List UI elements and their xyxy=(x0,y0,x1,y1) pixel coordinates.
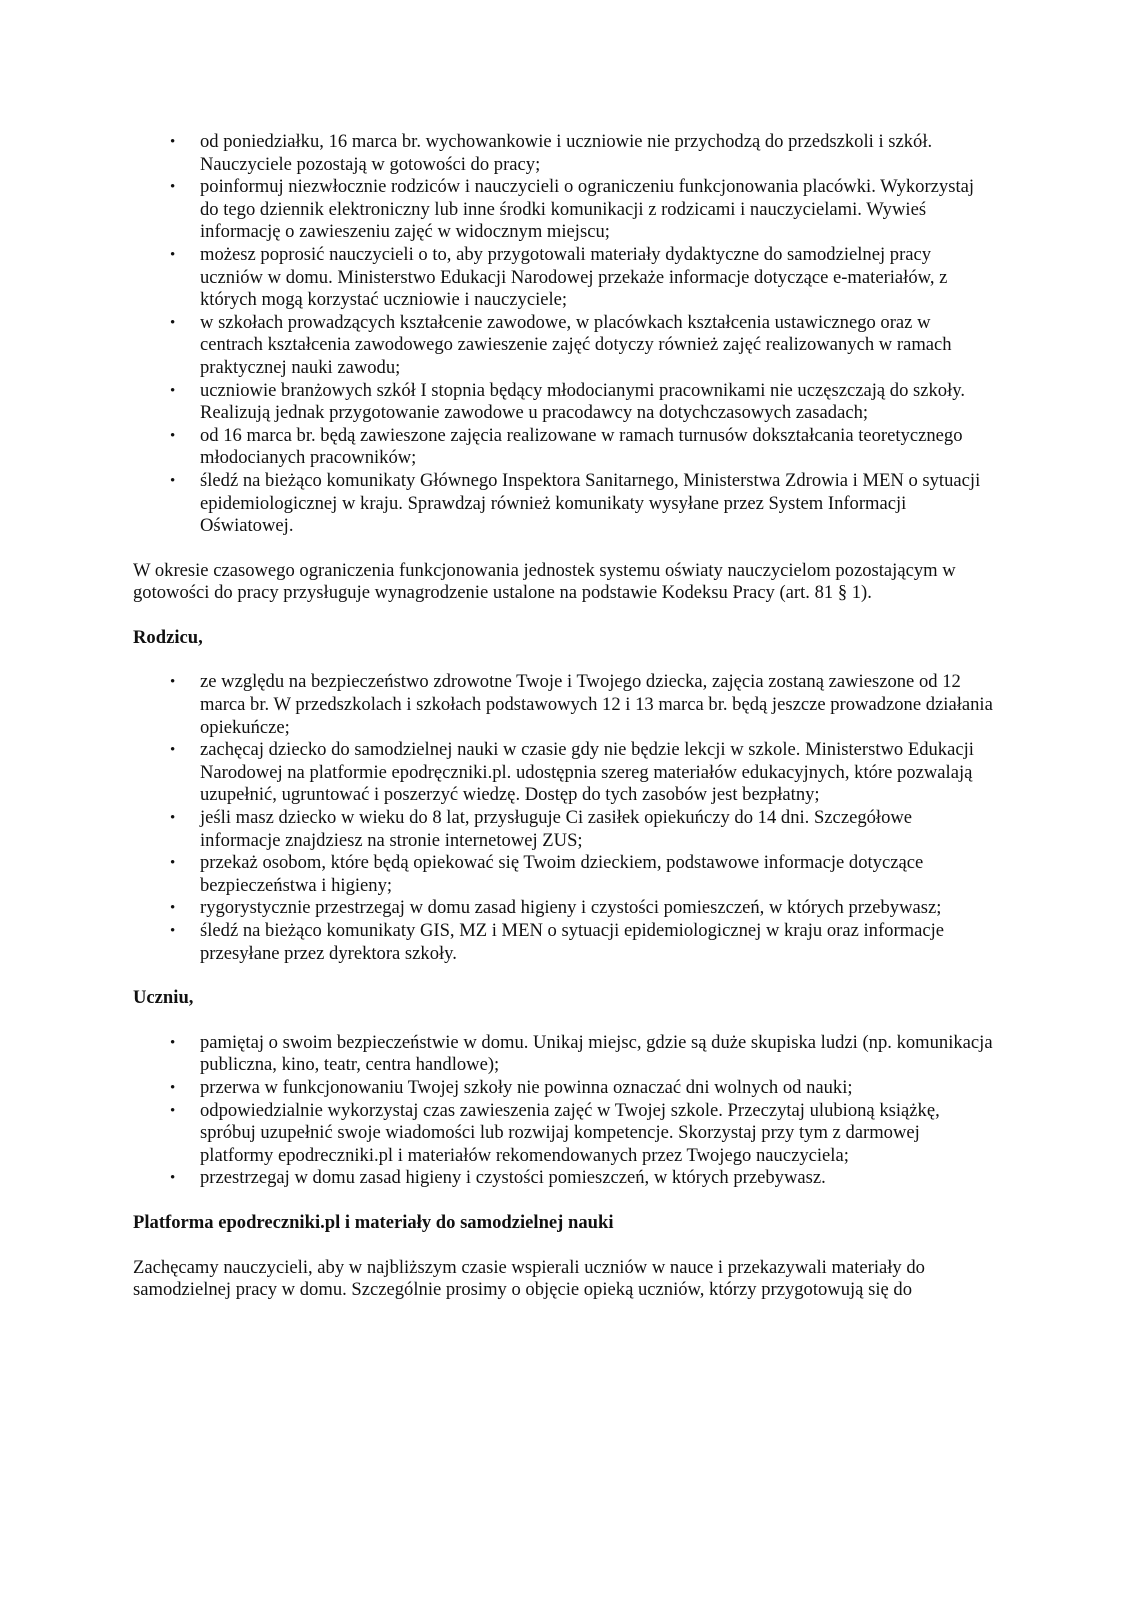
bullet-icon: • xyxy=(170,179,176,196)
bullet-icon: • xyxy=(170,314,176,331)
list-item-text: przestrzegaj w domu zasad higieny i czystości pomieszczeń, w których przebywasz. xyxy=(200,1167,826,1189)
platform-paragraph: Zachęcamy nauczycieli, aby w najbliższym czasie wspierali uczniów w nauce i przekazywali materiały do samodzielnej pracy w domu. Szczególnie prosimy o objęcie opieką uczniów, którzy przygotowują się do xyxy=(133,1256,925,1301)
student-instructions-list xyxy=(133,1032,993,1190)
list-item xyxy=(133,807,993,852)
bullet-icon: • xyxy=(170,900,176,917)
list-item xyxy=(133,1077,993,1100)
salary-paragraph: W okresie czasowego ograniczenia funkcjonowania jednostek systemu oświaty nauczycielom pozostającym w gotowości do pracy przysługuje wynagrodzenie ustalone na podstawie Kodeksu Pracy (art. 81 § 1). xyxy=(133,559,956,604)
list-item xyxy=(133,425,993,470)
list-item xyxy=(133,739,993,807)
list-item xyxy=(133,312,993,380)
list-item-text: od 16 marca br. będą zawieszone zajęcia realizowane w ramach turnusów dokształcania teoretycznego młodocianych pracowników; xyxy=(200,424,963,469)
list-item xyxy=(133,176,993,244)
list-item-text: od poniedziałku, 16 marca br. wychowankowie i uczniowie nie przychodzą do przedszkoli i szkół. Nauczyciele pozostają w gotowości do pracy; xyxy=(200,131,933,175)
bullet-icon: • xyxy=(170,1102,176,1119)
list-item-text: ze względu na bezpieczeństwo zdrowotne Twoje i Twojego dziecka, zajęcia zostaną zawieszone od 12 marca br. W przedszkolach i szkołach podstawowych 12 i 13 marca br. będą jeszcze prowadzone działania opiekuńcze; xyxy=(200,671,993,738)
list-item xyxy=(133,671,993,739)
list-item-text: możesz poprosić nauczycieli o to, aby przygotowali materiały dydaktyczne do samodzielnej pracy uczniów w domu. Ministerstwo Edukacji Narodowej przekaże informacje dotyczące e-materiałów, z których mogą korzystać uczniowie i nauczyciele; xyxy=(200,243,948,311)
teachers-instructions-list xyxy=(133,131,993,538)
list-item xyxy=(133,1167,993,1190)
bullet-icon: • xyxy=(170,742,176,759)
bullet-icon: • xyxy=(170,427,176,444)
bullet-icon: • xyxy=(170,1079,176,1096)
document-content xyxy=(133,131,993,1302)
list-item xyxy=(133,380,993,425)
spacer xyxy=(133,538,993,560)
parent-heading: Rodzicu, xyxy=(133,626,203,648)
bullet-icon: • xyxy=(170,382,176,399)
list-item xyxy=(133,244,993,312)
list-item xyxy=(133,920,993,965)
spacer xyxy=(133,1190,993,1212)
list-item xyxy=(133,1100,993,1168)
bullet-icon: • xyxy=(170,855,176,872)
student-heading: Uczniu, xyxy=(133,987,194,1009)
bullet-icon: • xyxy=(170,134,176,150)
list-item xyxy=(133,131,993,176)
list-item-text: przekaż osobom, które będą opiekować się Twoim dzieckiem, podstawowe informacje dotyczące bezpieczeństwa i higieny; xyxy=(200,852,924,896)
list-item-text: przerwa w funkcjonowaniu Twojej szkoły nie powinna oznaczać dni wolnych od nauki; xyxy=(200,1076,853,1098)
list-item xyxy=(133,852,993,897)
list-item xyxy=(133,897,993,920)
list-item-text: uczniowie branżowych szkół I stopnia będący młodocianymi pracownikami nie uczęszczają do szkoły. Realizują jednak przygotowanie zawodowe u pracodawcy na dotychczasowych zasadach; xyxy=(200,379,965,424)
list-item-text: poinformuj niezwłocznie rodziców i nauczycieli o ograniczeniu funkcjonowania placówki. Wykorzystaj do tego dziennik elektroniczny lub inne środki komunikacji z rodzicami i nauczycielami. Wywieś informację o zawieszeniu zajęć w widocznym miejscu; xyxy=(200,176,975,243)
spacer xyxy=(133,649,993,671)
list-item-text: jeśli masz dziecko w wieku do 8 lat, przysługuje Ci zasiłek opiekuńczy do 14 dni. Szczegółowe informacje znajdziesz na stronie internetowej ZUS; xyxy=(200,807,913,851)
bullet-icon: • xyxy=(170,1170,176,1187)
list-item xyxy=(133,470,993,538)
spacer xyxy=(133,965,993,987)
list-item-text: śledź na bieżąco komunikaty GIS, MZ i MEN o sytuacji epidemiologicznej w kraju oraz informacje przesyłane przez dyrektora szkoły. xyxy=(200,920,945,964)
list-item-text: odpowiedzialnie wykorzystaj czas zawieszenia zajęć w Twojej szkole. Przeczytaj ulubioną książkę, spróbuj uzupełnić swoje wiadomości lub rozwijaj kompetencje. Skorzystaj przy tym z darmowej platformy epodreczniki.pl i materiałów rekomendowanych przez Twojego nauczyciela; xyxy=(200,1099,940,1166)
platform-heading: Platforma epodreczniki.pl i materiały do samodzielnej nauki xyxy=(133,1211,614,1233)
bullet-icon: • xyxy=(170,810,176,827)
bullet-icon: • xyxy=(170,1034,176,1051)
list-item-text: śledź na bieżąco komunikaty Głównego Inspektora Sanitarnego, Ministerstwa Zdrowia i MEN o sytuacji epidemiologicznej w kraju. Sprawdzaj również komunikaty wysyłane przez System Informacji Oświatowej. xyxy=(200,469,981,537)
list-item-text: pamiętaj o swoim bezpieczeństwie w domu. Unikaj miejsc, gdzie są duże skupiska ludzi (np. komunikacja publiczna, kino, teatr, centra handlowe); xyxy=(200,1031,993,1076)
bullet-icon: • xyxy=(170,923,176,939)
bullet-icon: • xyxy=(170,472,176,489)
spacer xyxy=(133,1010,993,1032)
list-item xyxy=(133,1032,993,1077)
spacer xyxy=(133,605,993,627)
bullet-icon: • xyxy=(170,674,176,691)
bullet-icon: • xyxy=(170,246,176,263)
list-item-text: rygorystycznie przestrzegaj w domu zasad higieny i czystości pomieszczeń, w których przebywasz; xyxy=(200,897,942,919)
parent-instructions-list xyxy=(133,671,993,965)
list-item-text: zachęcaj dziecko do samodzielnej nauki w czasie gdy nie będzie lekcji w szkole. Ministerstwo Edukacji Narodowej na platformie epodręczniki.pl. udostępnia szereg materiałów edukacyjnych, które pozwalają uzupełnić, ugruntować i poszerzyć wiedzę. Dostęp do tych zasobów jest bezpłatny; xyxy=(200,739,974,806)
spacer xyxy=(133,1235,993,1257)
list-item-text: w szkołach prowadzących kształcenie zawodowe, w placówkach kształcenia ustawicznego oraz w centrach kształcenia zawodowego zawieszenie zajęć dotyczy również zajęć realizowanych w ramach praktycznej nauki zawodu; xyxy=(200,311,952,378)
